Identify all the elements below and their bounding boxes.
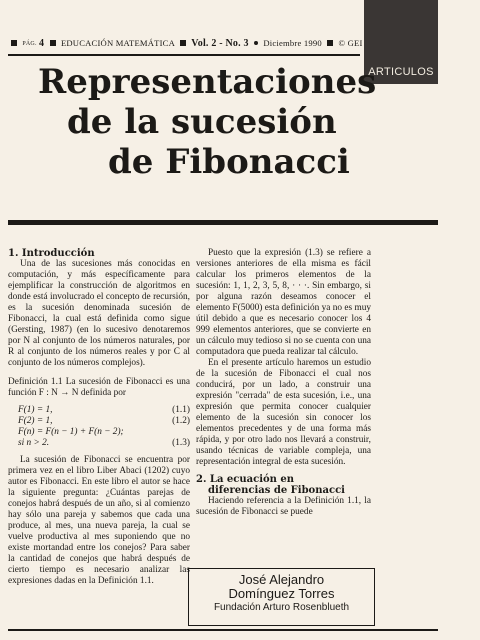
page-number: 4 bbox=[39, 38, 45, 49]
history-paragraph: La sucesión de Fibonacci se encuentra por primera vez en el libro Liber Abaci (1202) cuyo autor es Fibonacci. En este libro el autor se hace la siguiente pregunta: ¿Cuántas parejas de conejos habrá después de un año, si al comienzo hay sólo una pareja y sabemos que cada una produce, al mes, una nueva pareja, la cual se vuelve productiva al mes suponiendo que no existe mortandad entre los conejos? Para saber la cantidad de conejos que habrá después de cierto tiempo es necesario analizar las expresiones dadas en la Definición 1.1. bbox=[8, 455, 190, 586]
right-column bbox=[196, 248, 371, 518]
author-affiliation: Fundación Arturo Rosenblueth bbox=[213, 602, 350, 613]
section-heading-2 bbox=[196, 474, 371, 496]
bullet-dot-icon bbox=[254, 41, 258, 45]
volume-info: Vol. 2 - No. 3 bbox=[191, 38, 249, 49]
title-line-3: de Fibonacci bbox=[108, 142, 350, 182]
difference-eq-paragraph: Haciendo referencia a la Definición 1.1, la sucesión de Fibonacci se puede bbox=[196, 496, 371, 517]
running-header bbox=[8, 38, 363, 49]
equation-expr: F(2) = 1, bbox=[18, 416, 53, 426]
author-box bbox=[188, 568, 375, 626]
equation-number: (1.1) bbox=[172, 405, 190, 415]
footer-rule bbox=[8, 629, 438, 631]
equation-expr: F(n) = F(n − 1) + F(n − 2); bbox=[18, 427, 124, 437]
title-line-1: Representaciones bbox=[38, 62, 377, 102]
equation-2 bbox=[18, 416, 190, 427]
outline-paragraph: En el presente artículo haremos un estudio de la sucesión de Fibonacci el cual nos conducirá, por un lado, a construir una expresión "cerrada" de esta sucesión, i.e., una expresión que permita conocer cualquier elemento de la sucesión sin conocer los elementos precedentes y de una forma más rápida, y por otro lado nos llevará a construir, usando técnicas de variable compleja, una representación integral de esta sucesión. bbox=[196, 358, 371, 467]
heading-2-line-2: diferencias de Fibonacci bbox=[208, 485, 345, 496]
title-rule bbox=[8, 220, 438, 225]
equation-3 bbox=[18, 427, 190, 438]
section-tag-label: ARTICULOS bbox=[368, 66, 434, 78]
author-name-line-1: José Alejandro bbox=[238, 572, 325, 587]
equation-number: (1.2) bbox=[172, 416, 190, 426]
equation-expr: F(1) = 1, bbox=[18, 405, 53, 415]
bullet-square-icon bbox=[327, 40, 333, 46]
equation-number: (1.3) bbox=[172, 438, 190, 448]
title-line-2: de la sucesión bbox=[67, 102, 337, 142]
bullet-square-icon bbox=[180, 40, 186, 46]
bullet-square-icon bbox=[11, 40, 17, 46]
article-title bbox=[30, 62, 410, 182]
page-label: PÁG. bbox=[22, 41, 37, 47]
intro-paragraph: Una de las sucesiones más conocidas en computación, y más específicamente para ejemplificar la construcción de algoritmos en donde está involucrado el concepto de recursión, es la sucesión denominada sucesión de Fibonacci, la cual está definida como sigue (Gersting, 1987) (en lo sucesivo denotaremos por N al conjunto de los números naturales, por R al conjunto de los números reales y por C al conjunto de los números complejos). bbox=[8, 259, 190, 368]
computation-paragraph: Puesto que la expresión (1.3) se refiere a versiones anteriores de ella misma es fácil calcular los primeros elementos de la sucesión: 1, 1, 2, 3, 5, 8, · · ·. Sin embargo, si por alguna razón deseamos conocer el elemento F(5000) esta definición ya no es muy útil debido a que es necesario conocer los 4 999 elementos anteriores, que se convierte en un cálculo muy tedioso si no se cuenta con una computadora que pueda realizar tal cálculo. bbox=[196, 248, 371, 357]
equation-1 bbox=[18, 405, 190, 416]
equation-4 bbox=[18, 438, 190, 449]
journal-name: EDUCACIÓN MATEMÁTICA bbox=[60, 38, 175, 48]
bullet-square-icon bbox=[50, 40, 56, 46]
issue-date: Diciembre 1990 bbox=[263, 38, 322, 48]
header-rule bbox=[8, 54, 360, 56]
author-name-line-2: Domínguez Torres bbox=[228, 586, 335, 601]
heading-2-line-1: 2. La ecuación en bbox=[196, 474, 295, 485]
left-column bbox=[8, 248, 190, 587]
equation-expr: si n > 2. bbox=[18, 438, 50, 448]
copyright: © GEI bbox=[338, 38, 363, 48]
definition-paragraph: Definición 1.1 La sucesión de Fibonacci es una función F : N → N definida por bbox=[8, 377, 190, 398]
section-heading-1: 1. Introducción bbox=[8, 248, 95, 259]
equation-block bbox=[18, 405, 190, 449]
